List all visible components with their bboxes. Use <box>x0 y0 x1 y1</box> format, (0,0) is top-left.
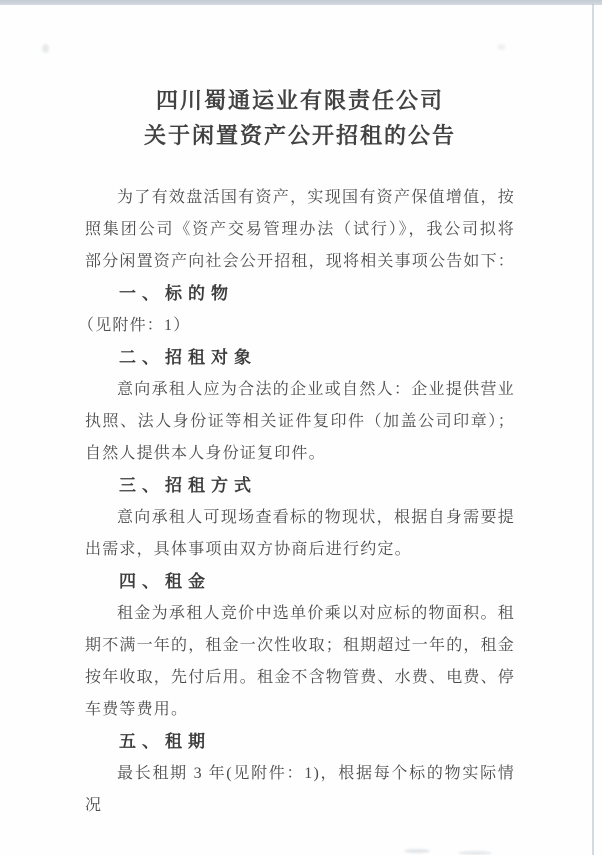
section-5-body: 最长租期 3 年(见附件：1)，根据每个标的物实际情况 <box>85 765 515 814</box>
section-2-body: 意向承租人应为合法的企业或自然人：企业提供营业执照、法人身份证等相关证件复印件（加盖公司印章）；自然人提供本人身份证复印件。 <box>85 381 515 462</box>
scan-speck <box>458 851 492 855</box>
scan-speck <box>42 44 49 53</box>
document-title-line2: 关于闲置资产公开招租的公告 <box>143 123 456 148</box>
section-3-body: 意向承租人可现场查看标的物现状，根据自身需要提出需求，具体事项由双方协商后进行约定。 <box>85 509 515 558</box>
section-4-body: 租金为承租人竞价中选单价乘以对应标的物面积。租期不满一年的，租金一次性收取；租期超过一年的，租金按年收取，先付后用。租金不含物管费、水费、电费、停车费等费用。 <box>85 605 516 718</box>
section-2-heading: 二、招租对象 <box>119 348 257 367</box>
scan-right-edge <box>592 4 594 855</box>
section-4-heading: 四、租金 <box>119 572 211 591</box>
scan-speck <box>404 849 430 853</box>
intro-paragraph: 为了有效盘活国有资产，实现国有资产保值增值，按照集团公司《资产交易管理办法（试行）》，我公司拟将部分闲置资产向社会公开招租，现将相关事项公告如下： <box>85 189 516 270</box>
document-title <box>85 83 515 153</box>
document-title-line1: 四川蜀通运业有限责任公司 <box>155 88 444 113</box>
section-3-heading: 三、招租方式 <box>119 476 257 495</box>
section-5-heading: 五、租期 <box>119 732 211 751</box>
document-body <box>78 0 516 822</box>
section-1-body: （见附件：1） <box>78 317 191 334</box>
section-1-heading: 一、标的物 <box>119 284 234 303</box>
